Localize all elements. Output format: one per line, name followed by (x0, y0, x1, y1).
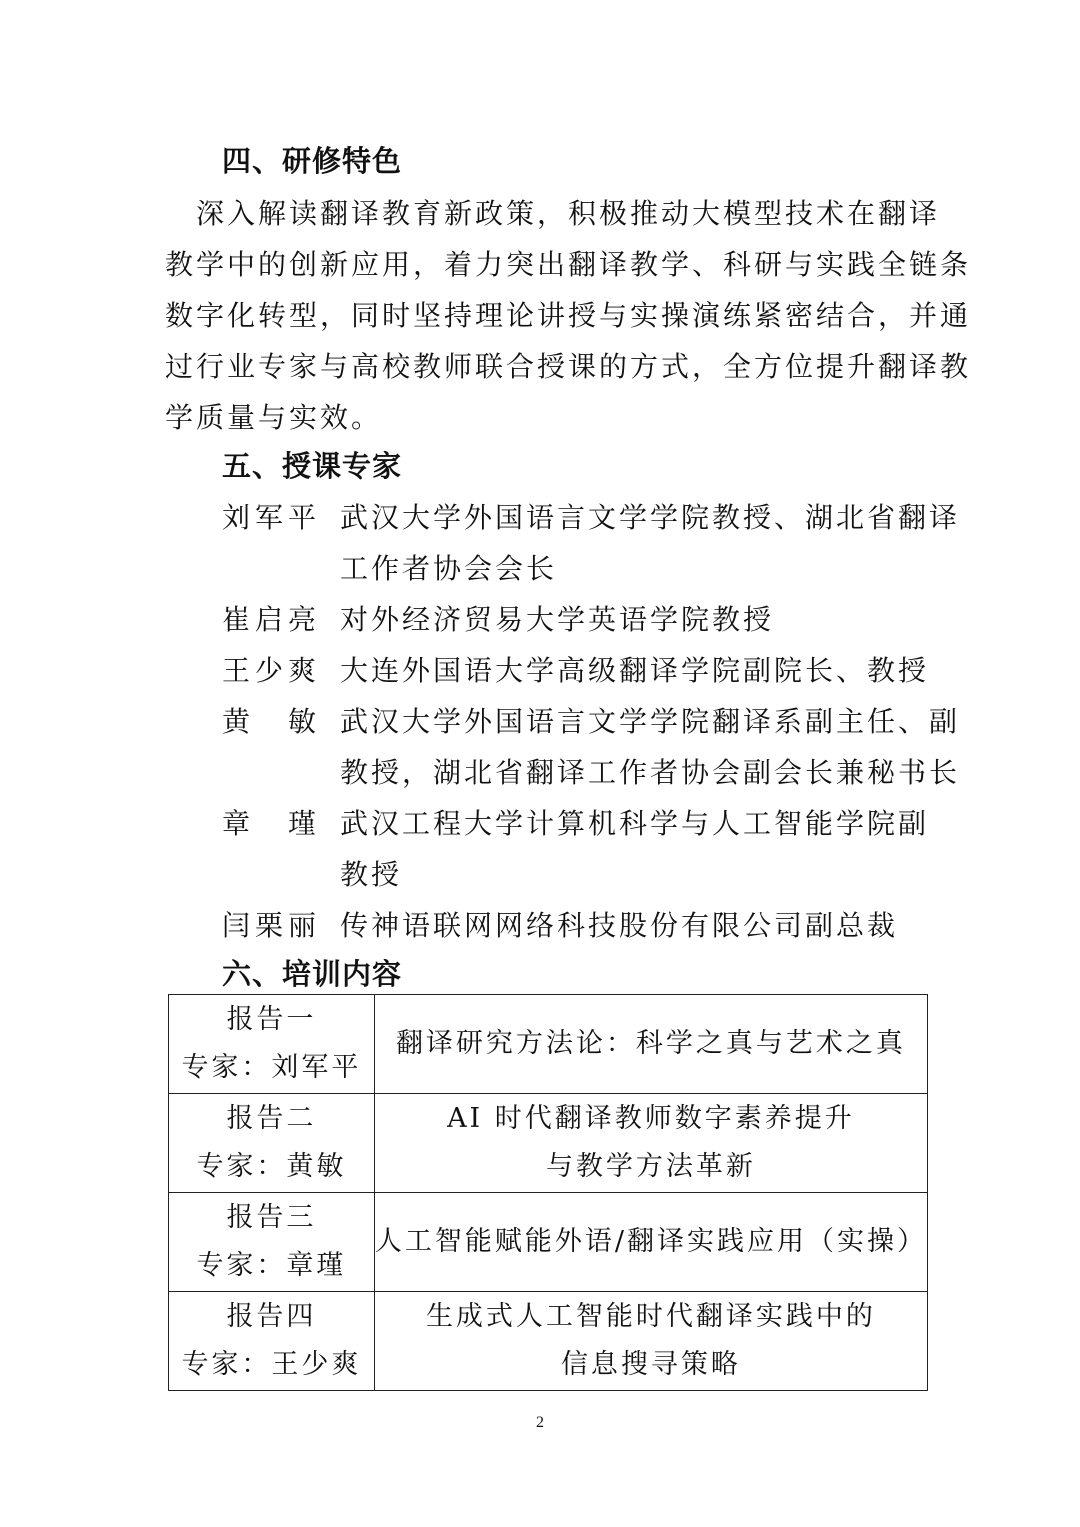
description-line: 教授，湖北省翻译工作者协会副会长兼秘书长 (340, 756, 961, 789)
report-cell (169, 1193, 375, 1292)
description-line: 武汉工程大学计算机科学与人工智能学院副 (340, 807, 930, 840)
topic-line: 与教学方法革新 (545, 1151, 756, 1182)
topic-cell (374, 995, 927, 1094)
table-row (169, 1193, 928, 1292)
expert-name: 崔启亮 (222, 603, 322, 636)
description-line: 对外经济贸易大学英语学院教授 (340, 603, 775, 636)
expert-name: 王少爽 (222, 654, 322, 687)
expert-description (340, 900, 920, 951)
topic-cell (374, 1094, 927, 1193)
section-heading-features: 四、研修特色 (222, 144, 403, 178)
topic-line: 人工智能赋能外语/翻译实践应用（实操） (374, 1226, 927, 1257)
section-heading-content: 六、培训内容 (222, 957, 403, 991)
report-cell (169, 1292, 375, 1391)
topic-line: 信息搜寻策略 (560, 1349, 741, 1380)
report-expert: 专家：黄敏 (196, 1151, 347, 1182)
paragraph-line: 深入解读翻译教育新政策，积极推动大模型技术在翻译 (165, 197, 941, 230)
expert-description (340, 492, 961, 594)
expert-name: 章 瑾 (222, 807, 322, 840)
report-cell (169, 1094, 375, 1193)
expert-description (340, 798, 930, 900)
report-label: 报告一 (226, 1004, 317, 1035)
description-line: 大连外国语大学高级翻译学院副院长、教授 (340, 654, 930, 687)
paragraph-line: 数字化转型，同时坚持理论讲授与实操演练紧密结合，并通 (165, 299, 972, 332)
paragraph-line: 过行业专家与高校教师联合授课的方式，全方位提升翻译教 (165, 350, 972, 383)
topic-cell (374, 1193, 927, 1292)
table-row (169, 1292, 928, 1391)
training-content-table (168, 994, 928, 1391)
report-expert: 专家：刘军平 (181, 1052, 362, 1083)
description-line: 武汉大学外国语言文学学院教授、湖北省翻译 (340, 501, 961, 534)
description-line: 传神语联网网络科技股份有限公司副总裁 (340, 909, 899, 942)
report-expert: 专家：章瑾 (196, 1250, 347, 1281)
report-expert: 专家：王少爽 (181, 1349, 362, 1380)
description-line: 武汉大学外国语言文学学院翻译系副主任、副 (340, 705, 961, 738)
report-label: 报告三 (226, 1202, 317, 1233)
expert-name: 闫栗丽 (222, 909, 322, 942)
paragraph-line: 教学中的创新应用，着力突出翻译教学、科研与实践全链条 (165, 248, 972, 281)
expert-description (340, 696, 961, 798)
section-heading-experts: 五、授课专家 (222, 449, 403, 483)
topic-cell (374, 1292, 927, 1391)
report-label: 报告四 (226, 1301, 317, 1332)
page-number: 2 (536, 1414, 544, 1431)
table-row (169, 995, 928, 1094)
expert-description (340, 645, 930, 696)
table-row (169, 1094, 928, 1193)
topic-line: AI 时代翻译教师数字素养提升 (447, 1103, 855, 1134)
report-label: 报告二 (226, 1103, 317, 1134)
description-line: 工作者协会会长 (340, 552, 558, 585)
expert-description (340, 594, 920, 645)
description-line: 教授 (340, 858, 403, 891)
expert-name: 黄 敏 (222, 705, 322, 738)
report-cell (169, 995, 375, 1094)
topic-line: 翻译研究方法论：科学之真与艺术之真 (395, 1028, 906, 1059)
topic-line: 生成式人工智能时代翻译实践中的 (425, 1301, 876, 1332)
expert-name: 刘军平 (222, 501, 322, 534)
paragraph-line: 学质量与实效。 (165, 401, 383, 434)
features-paragraph (165, 188, 972, 443)
